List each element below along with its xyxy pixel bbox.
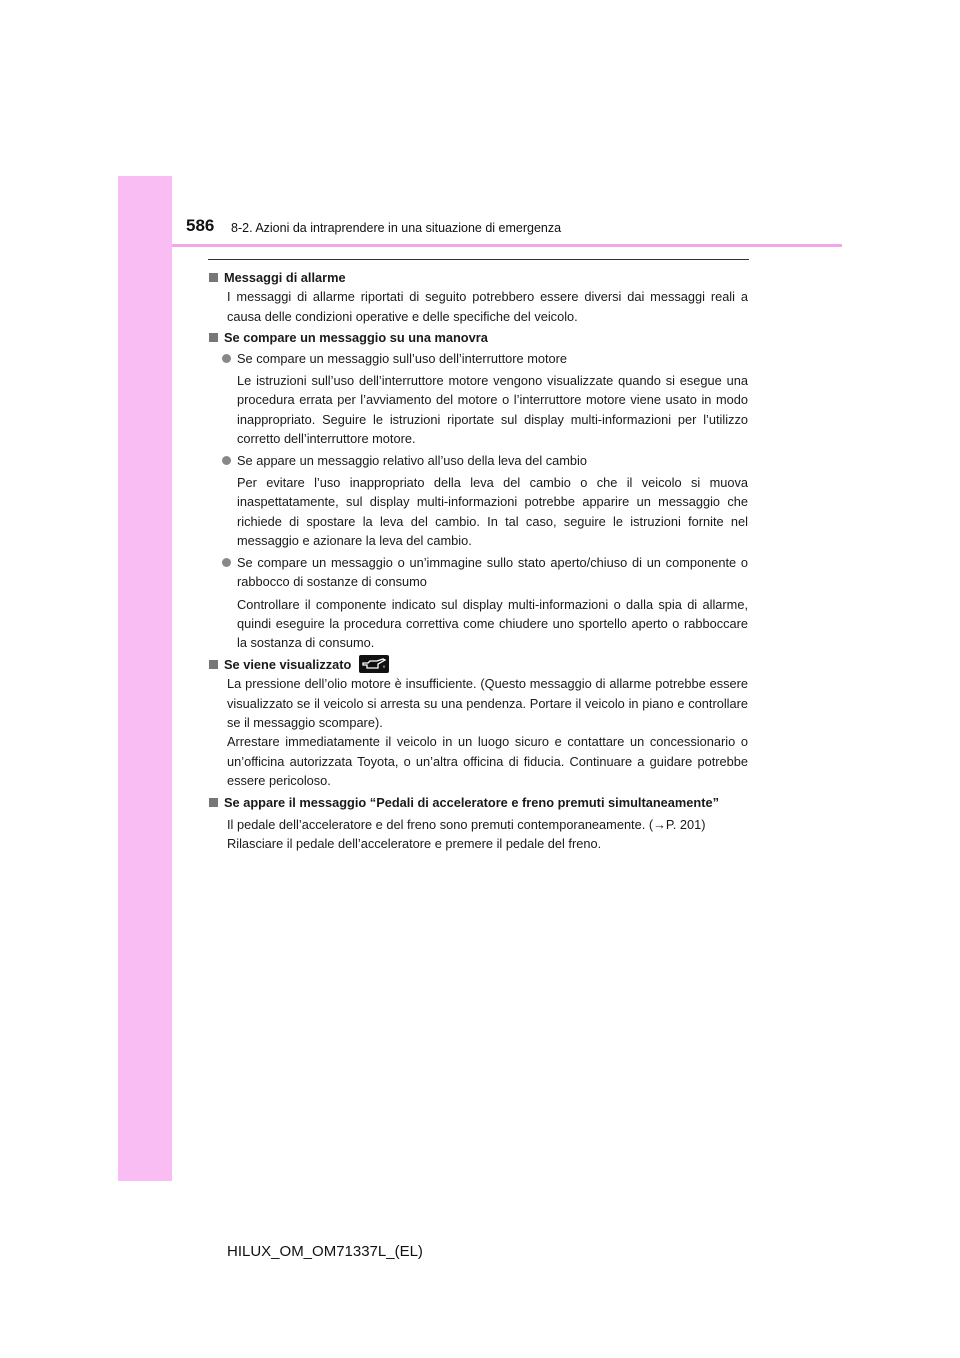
heading-text: Se compare un messaggio su una manovra <box>224 330 488 346</box>
document-code: HILUX_OM_OM71337L_(EL) <box>227 1243 423 1260</box>
heading-pedals-message <box>209 793 748 812</box>
page-content <box>209 268 748 856</box>
bullet-body: Le istruzioni sull’uso dell’interruttore motore vengono visualizzate quando si esegue una procedura errata per l’avviamento del motore o l’interruttore motore viene usato in modo inappropriato. Seguire le istruzioni riportate sul display multi-informazioni per l’utilizzo corretto dell’interruttore motore. <box>237 373 748 447</box>
bullet-item <box>222 451 748 470</box>
round-bullet-icon <box>222 354 231 363</box>
heading-text: Se appare il messaggio “Pedali di acceleratore e freno premuti simultaneamente” <box>224 794 719 810</box>
square-bullet-icon <box>209 798 218 807</box>
paragraph: I messaggi di allarme riportati di seguito potrebbero essere diversi dai messaggi reali a causa delle condizioni operative e delle specifiche del veicolo. <box>227 289 748 324</box>
heading-text: Se viene visualizzato <box>224 656 352 672</box>
header-rule <box>172 244 842 247</box>
side-band <box>118 176 172 1181</box>
bullet-item <box>222 553 748 592</box>
square-bullet-icon <box>209 660 218 669</box>
bullet-body: Per evitare l’uso inappropriato della leva del cambio o che il veicolo si muova inaspettatamente, sul display multi-informazioni potrebbe apparire un messaggio che richiede di spostare la leva del cambio. In tal caso, seguire le istruzioni fornite nel messaggio e azionare la leva del cambio. <box>237 475 748 549</box>
paragraph: La pressione dell’olio motore è insufficiente. (Questo messaggio di allarme potrebbe essere visualizzato se il veicolo si arresta su una pendenza. Portare il veicolo in piano e controllare se il messaggio scompare). <box>227 676 748 730</box>
bullet-title: Se compare un messaggio o un’immagine sullo stato aperto/chiuso di un componente o rabbocco di sostanze di consumo <box>237 554 748 590</box>
heading-oil-pressure <box>209 655 748 674</box>
heading-operation-message <box>209 328 748 347</box>
bullet-item <box>222 349 748 368</box>
content-divider <box>208 259 749 260</box>
page-number: 586 <box>186 216 215 235</box>
round-bullet-icon <box>222 558 231 567</box>
paragraph: Arrestare immediatamente il veicolo in un luogo sicuro e contattare un concessionario o un’officina autorizzata Toyota, o un’altra officina di fiducia. Continuare a guidare potrebbe essere pericoloso. <box>227 734 748 789</box>
bullet-title: Se compare un messaggio sull’uso dell’interruttore motore <box>237 350 568 366</box>
section-title: 8-2. Azioni da intraprendere in una situazione di emergenza <box>231 221 562 235</box>
bullet-body: Controllare il componente indicato sul display multi-informazioni o dalla spia di allarme, quindi eseguire la procedura correttiva come chiudere uno sportello aperto o rabboccare la sostanza di consumo. <box>237 596 748 651</box>
heading-text: Messaggi di allarme <box>224 270 346 285</box>
square-bullet-icon <box>209 333 218 342</box>
heading-warning-messages <box>209 268 748 287</box>
paragraph: Il pedale dell’acceleratore e del freno sono premuti contemporaneamente. (→P. 201) <box>227 816 706 832</box>
paragraph: Rilasciare il pedale dell’acceleratore e premere il pedale del freno. <box>227 836 602 852</box>
oil-pressure-warning-icon <box>359 655 389 673</box>
bullet-title: Se appare un messaggio relativo all’uso della leva del cambio <box>237 452 587 468</box>
square-bullet-icon <box>209 273 218 282</box>
round-bullet-icon <box>222 456 231 465</box>
